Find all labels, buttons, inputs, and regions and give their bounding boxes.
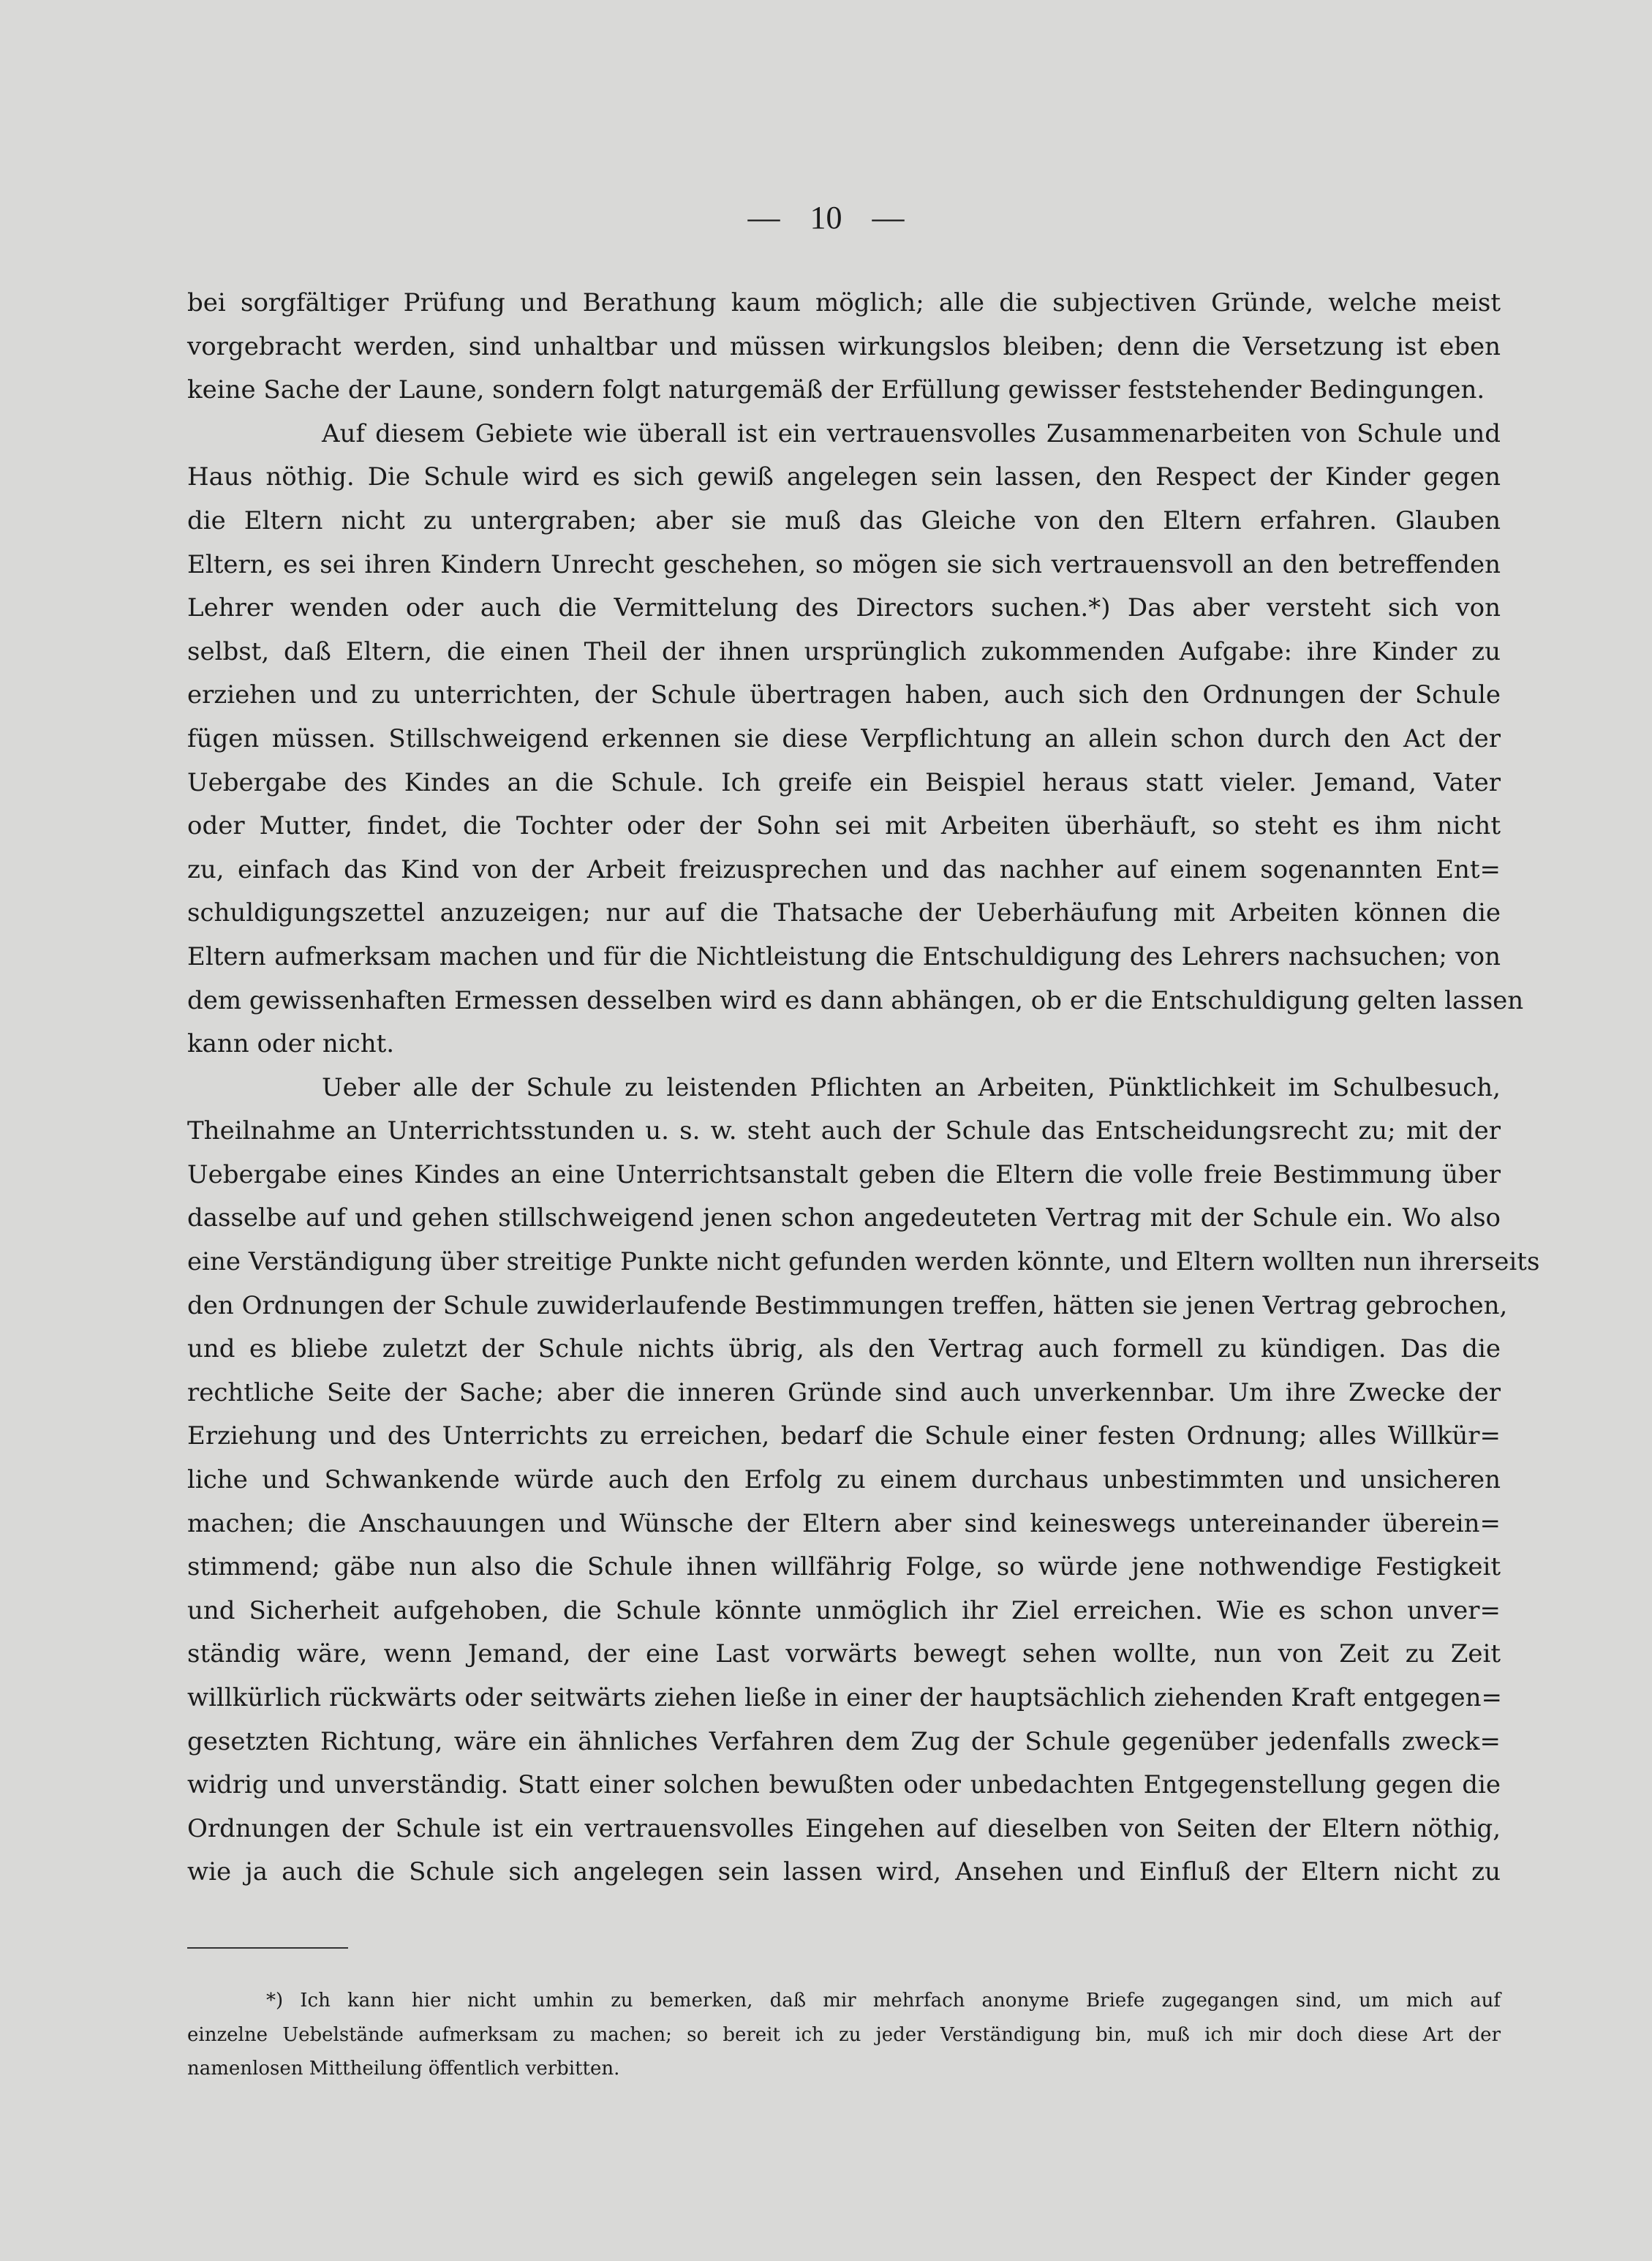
text-line: Auf diesem Gebiete wie überall ist ein vertrauensvolles Zusammenarbeiten von Schule und bbox=[322, 418, 1501, 448]
text-line: Ueber alle der Schule zu leistenden Pflichten an Arbeiten, Pünktlichkeit im Schulbesuch, bbox=[322, 1072, 1501, 1102]
footnote-divider bbox=[187, 1947, 348, 1949]
text-line: stimmend; gäbe nun also die Schule ihnen willfährig Folge, so würde jene nothwendige Festigkeit bbox=[187, 1552, 1501, 1582]
text-line: den Ordnungen der Schule zuwiderlaufende Bestimmungen treffen, hätten sie jenen Vertrag gebrochen, bbox=[187, 1290, 1508, 1320]
text-line: kann oder nicht. bbox=[187, 1029, 395, 1059]
paragraph bbox=[187, 413, 1524, 1066]
text-line: keine Sache der Laune, sondern folgt naturgemäß der Erfüllung gewisser feststehender Bedingungen. bbox=[187, 375, 1485, 405]
text-line: rechtliche Seite der Sache; aber die inneren Gründe sind auch unverkennbar. Um ihre Zwecke der bbox=[187, 1377, 1501, 1407]
text-line: Uebergabe des Kindes an die Schule. Ich greife ein Beispiel heraus statt vieler. Jemand, Vater bbox=[187, 767, 1501, 797]
page-number: — 10 — bbox=[747, 200, 905, 236]
text-line: Erziehung und des Unterrichts zu erreichen, bedarf die Schule einer festen Ordnung; alles Willkür= bbox=[187, 1421, 1501, 1451]
text-line: willkürlich rückwärts oder seitwärts ziehen ließe in einer der hauptsächlich ziehenden Kraft entgegen= bbox=[187, 1683, 1502, 1712]
paragraph bbox=[187, 1066, 1540, 1895]
text-line: eine Verständigung über streitige Punkte nicht gefunden werden könnte, und Eltern wollten nun ihrerseits bbox=[187, 1247, 1540, 1277]
footnote-line: *) Ich kann hier nicht umhin zu bemerken, daß mir mehrfach anonyme Briefe zugegangen sind, um mich auf bbox=[266, 1990, 1501, 2012]
text-line: machen; die Anschauungen und Wünsche der Eltern aber sind keineswegs untereinander überein= bbox=[187, 1508, 1501, 1538]
text-line: selbst, daß Eltern, die einen Theil der ihnen ursprünglich zukommenden Aufgabe: ihre Kinder zu bbox=[187, 636, 1501, 666]
text-line: gesetzten Richtung, wäre ein ähnliches Verfahren dem Zug der Schule gegenüber jedenfalls zweck= bbox=[187, 1726, 1501, 1756]
text-line: Uebergabe eines Kindes an eine Unterrichtsanstalt geben die Eltern die volle freie Bestimmung über bbox=[187, 1159, 1501, 1189]
text-line: und Sicherheit aufgehoben, die Schule könnte unmöglich ihr Ziel erreichen. Wie es schon unver= bbox=[187, 1595, 1501, 1625]
body-text bbox=[187, 282, 1540, 1895]
text-line: dasselbe auf und gehen stillschweigend jenen schon angedeuteten Vertrag mit der Schule ein. Wo also bbox=[187, 1203, 1501, 1233]
text-line: Eltern, es sei ihren Kindern Unrecht geschehen, so mögen sie sich vertrauensvoll an den betreffenden bbox=[187, 549, 1501, 579]
text-line: widrig und unverständig. Statt einer solchen bewußten oder unbedachten Entgegenstellung gegen die bbox=[187, 1770, 1501, 1800]
text-line: schuldigungszettel anzuzeigen; nur auf die Thatsache der Ueberhäufung mit Arbeiten können die bbox=[187, 898, 1501, 928]
text-line: liche und Schwankende würde auch den Erfolg zu einem durchaus unbestimmten und unsicheren bbox=[187, 1465, 1501, 1495]
paragraph bbox=[187, 282, 1501, 413]
text-line: dem gewissenhaften Ermessen desselben wird es dann abhängen, ob er die Entschuldigung gelten lassen bbox=[187, 985, 1524, 1015]
text-line: ständig wäre, wenn Jemand, der eine Last vorwärts bewegt sehen wollte, nun von Zeit zu Zeit bbox=[187, 1639, 1501, 1669]
text-line: Theilnahme an Unterrichtsstunden u. s. w. steht auch der Schule das Entscheidungsrecht zu; mit der bbox=[187, 1116, 1501, 1146]
text-line: fügen müssen. Stillschweigend erkennen sie diese Verpflichtung an allein schon durch den Act der bbox=[187, 723, 1501, 753]
text-line: Eltern aufmerksam machen und für die Nichtleistung die Entschuldigung des Lehrers nachsuchen; von bbox=[187, 941, 1501, 971]
text-line: und es bliebe zuletzt der Schule nichts übrig, als den Vertrag auch formell zu kündigen. Das die bbox=[187, 1334, 1501, 1364]
text-line: Haus nöthig. Die Schule wird es sich gewiß angelegen sein lassen, den Respect der Kinder gegen bbox=[187, 462, 1501, 492]
footnote-line: einzelne Uebelstände aufmerksam zu machen; so bereit ich zu jeder Verständigung bin, muß ich mir doch diese Art der bbox=[187, 2023, 1501, 2046]
text-line: zu, einfach das Kind von der Arbeit freizusprechen und das nachher auf einem sogenannten Ent= bbox=[187, 854, 1501, 884]
text-line: Lehrer wenden oder auch die Vermittelung des Directors suchen.*) Das aber versteht sich von bbox=[187, 593, 1501, 623]
text-line: vorgebracht werden, sind unhaltbar und müssen wirkungslos bleiben; denn die Versetzung ist eben bbox=[187, 331, 1501, 361]
text-line: die Eltern nicht zu untergraben; aber sie muß das Gleiche von den Eltern erfahren. Glauben bbox=[187, 505, 1501, 535]
footnote-line: namenlosen Mittheilung öffentlich verbitten. bbox=[187, 2058, 620, 2080]
text-line: Ordnungen der Schule ist ein vertrauensvolles Eingehen auf dieselben von Seiten der Eltern nöthig, bbox=[187, 1813, 1501, 1843]
text-line: oder Mutter, findet, die Tochter oder der Sohn sei mit Arbeiten überhäuft, so steht es ihm nicht bbox=[187, 811, 1501, 841]
text-line: wie ja auch die Schule sich angelegen sein lassen wird, Ansehen und Einfluß der Eltern nicht zu bbox=[187, 1857, 1501, 1887]
footnote bbox=[187, 1984, 1501, 2086]
text-line: erziehen und zu unterrichten, der Schule übertragen haben, auch sich den Ordnungen der Schule bbox=[187, 680, 1501, 710]
text-line: bei sorgfältiger Prüfung und Berathung kaum möglich; alle die subjectiven Gründe, welche meist bbox=[187, 288, 1501, 317]
